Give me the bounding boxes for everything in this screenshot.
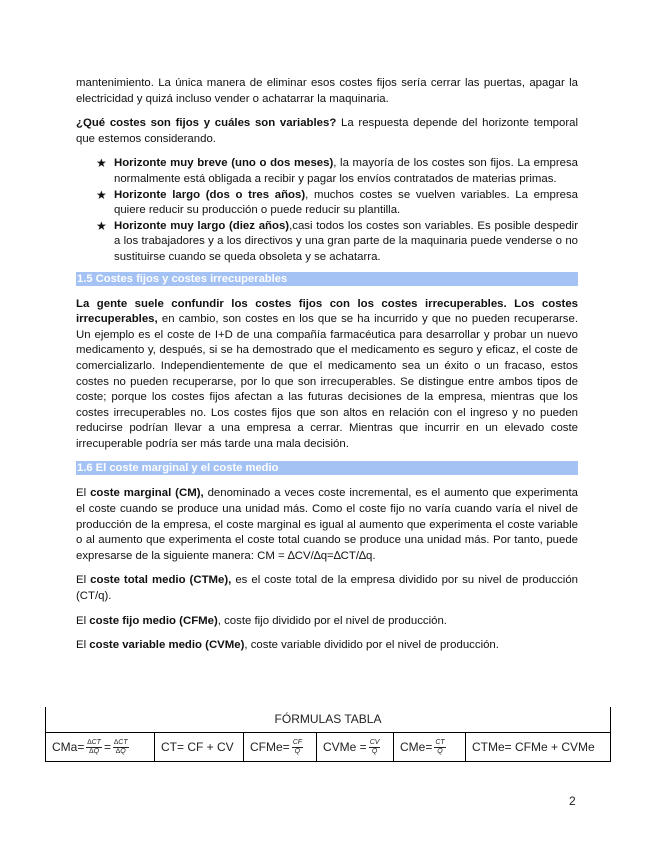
formula-cme: CMe= $\frac{CT}{Q}$: [394, 733, 466, 761]
fraction: $\frac{CF}{Q}$: [292, 738, 303, 755]
list-item: ★ Horizonte largo (dos o tres años), muchos costes se vuelven variables. La empresa quiere reducir su producción o puede reducir su plantilla.: [96, 187, 578, 217]
formulas-table: [45, 707, 611, 762]
fraction: $\frac{CT}{Q}$: [435, 738, 445, 755]
table-row: [45, 732, 611, 762]
formula-ct: CT= CF + CV: [155, 733, 244, 761]
intro-paragraph: mantenimiento. La única manera de eliminar esos costes fijos sería cerrar las puertas, apagar la electricidad y quizá incluso vender o achatarrar la maquinaria.: [76, 77, 578, 105]
formula-cma: CMa= $\frac{\Delta CT}{\Delta Q}$ = $\frac{\Delta CT}{\Delta Q}$: [45, 733, 155, 761]
star-bullet-icon: ★: [96, 156, 107, 171]
star-bullet-icon: ★: [96, 218, 107, 233]
average-variable-cost-paragraph: El coste variable medio (CVMe), coste variable dividido por el nivel de producción.: [76, 639, 499, 652]
fraction: $\frac{CV}{Q}$: [369, 738, 380, 755]
average-fixed-cost-paragraph: El coste fijo medio (CFMe), coste fijo dividido por el nivel de producción.: [76, 614, 447, 627]
fraction: $\frac{\Delta CT}{\Delta Q}$: [113, 738, 128, 755]
table-title: FÓRMULAS TABLA: [45, 707, 611, 732]
section-heading-1-5: 1.5 Costes fijos y costes irrecuperables: [76, 272, 578, 286]
fraction: $\frac{\Delta CT}{\Delta Q}$: [87, 738, 101, 755]
average-total-cost-paragraph: El coste total medio (CTMe), es el coste total de la empresa dividido por su nivel de producción (CT/q).: [76, 574, 578, 603]
marginal-cost-paragraph: El coste marginal (CM), denominado a veces coste incremental, es el aumento que experimenta el coste cuando se produce una unidad más. Como el coste fijo no varía cuando varía el nivel de producción de la empresa, el coste marginal es igual al aumento que experimenta el coste variable o al aumento que experimenta el coste total cuando se produce una unidad más. Por tanto, puede expresarse de la siguiente manera: CM = ∆CV/∆q=∆CT/∆q.: [76, 487, 578, 562]
formula-ctme: CTMe= CFMe + CVMe: [466, 733, 611, 761]
list-item: ★ Horizonte muy breve (uno o dos meses), la mayoría de los costes son fijos. La empresa normalmente está obligada a recibir y pagar los envíos contratados de materias primas.: [96, 156, 578, 185]
star-bullet-icon: ★: [96, 187, 107, 202]
page-number: 2: [569, 794, 576, 808]
document-body: [76, 76, 578, 663]
horizon-question-paragraph: ¿Qué costes son fijos y cuáles son variables? La respuesta depende del horizonte temporal que estemos considerando.: [76, 117, 579, 145]
list-item: ★ Horizonte muy largo (diez años),casi todos los costes son variables. Es posible despedir a los trabajadores y a los directivos y una gran parte de la maquinaria puede venderse o no sustituirse cuando se queda obsoleta y se achatarra.: [96, 218, 578, 263]
formula-cfme: CFMe= $\frac{CF}{Q}$: [244, 733, 317, 761]
sunk-costs-paragraph: La gente suele confundir los costes fijos con los costes irrecuperables. Los costes irrecuperables, en cambio, son costes en los que se ha incurrido y que no pueden recuperarse. Un ejemplo es el coste de I+D de una compañía farmacéutica para desarrollar y probar un nuevo medicamento y, después, si se ha demostrado que el medicamento es seguro y eficaz, el coste de comercializarlo. Independientemente de que el medicamento sea un éxito o un fracaso, estos costes no pueden recuperarse, por lo que son irrecuperables. Se distingue entre ambos tipos de coste; porque los costes fijos afectan a las futuras decisiones de la empresa, mientras que los costes irrecuperables no. Los costes fijos que son altos en relación con el ingreso y no pueden reducirse podrían llevar a una empresa a cerrar. Mientras que incurrir en un elevado coste irrecuperable podría ser más tarde una mala decisión.: [76, 297, 578, 450]
section-heading-1-6: 1.6 El coste marginal y el coste medio: [76, 461, 578, 475]
formula-cvme: CVMe = $\frac{CV}{Q}$: [317, 733, 394, 761]
horizon-list: [76, 156, 578, 265]
